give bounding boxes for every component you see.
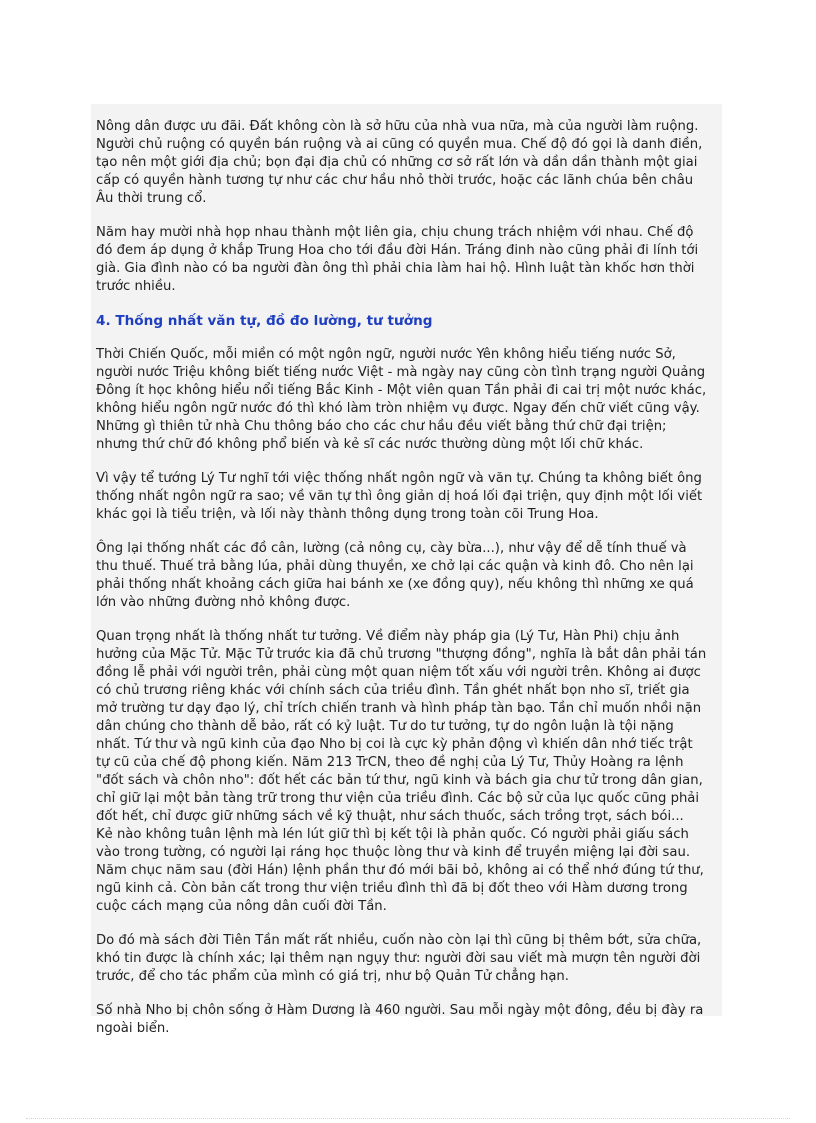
- paragraph: Do đó mà sách đời Tiên Tần mất rất nhiều, cuốn nào còn lại thì cũng bị thêm bớt, sửa chữa, khó tin được là chính xác; lại thêm nạn ngụy thư: người đời sau viết mà mượn tên người đời trước, để cho tác phẩm của mình có giá trị, như bộ Quản Tử chẳng hạn.: [96, 933, 702, 984]
- section-heading: 4. Thống nhất văn tự, đồ đo lường, tư tưởng: [96, 313, 433, 329]
- paragraph: Ông lại thống nhất các đồ cân, lường (cả nông cụ, cày bừa...), như vậy để dễ tính thuế và thu thuế. Thuế trả bằng lúa, phải dùng thuyền, xe chở lại các quận và kinh đô. Cho nên lại phải thống nhất khoảng cách giữa hai bánh xe (xe đồng quy), nếu không thì những xe quá lớn vào những đường nhỏ không được.: [96, 541, 694, 610]
- paragraph: Vì vậy tể tướng Lý Tư nghĩ tới việc thống nhất ngôn ngữ và văn tự. Chúng ta không biết ông thống nhất ngôn ngữ ra sao; về văn tự thì ông giản dị hoá lối đại triện, quy định một lối viết khác gọi là tiểu triện, và lối này thành thông dụng trong toàn cõi Trung Hoa.: [96, 471, 703, 522]
- paragraph: Nông dân được ưu đãi. Đất không còn là sở hữu của nhà vua nữa, mà của người làm ruộng. Người chủ ruộng có quyền bán ruộng và ai cũng có quyền mua. Chế độ đó gọi là danh điền, tạo nên một giới địa chủ; bọn đại địa chủ có những cơ sở rất lớn và dần dần thành một giai cấp có quyền hành tương tự như các chư hầu nhỏ thời trước, hoặc các lãnh chúa bên châu Âu thời trung cổ.: [96, 119, 703, 206]
- article-body: [96, 118, 720, 1054]
- paragraph: Số nhà Nho bị chôn sống ở Hàm Dương là 460 người. Sau mỗi ngày một đông, đều bị đày ra ngoài biển.: [96, 1003, 704, 1036]
- page-bottom-divider: [26, 1118, 790, 1119]
- paragraph: Quan trọng nhất là thống nhất tư tưởng. Về điểm này pháp gia (Lý Tư, Hàn Phi) chịu ảnh hưởng của Mặc Tử. Mặc Tử trước kia đã chủ trương "thượng đồng", nghĩa là bắt dân phải tán đồng lễ phải với người trên, phải cùng một quan niệm tốt xấu với người trên. Không ai được có chủ trương riêng khác với chính sách của triều đình. Tần ghét nhất bọn nho sĩ, triết gia mở trường tư dạy đạo lý, chỉ trích chiến tranh và hình pháp tàn bạo. Tần chỉ muốn nhồi nặn dân chúng cho thành dễ bảo, rất có kỷ luật. Tư do tư tưởng, tự do ngôn luận là tội nặng nhất. Tứ thư và ngũ kinh của đạo Nho bị coi là cực kỳ phản động vì khiến dân nhớ tiếc trật tự cũ của chế độ phong kiến. Năm 213 TrCN, theo đề nghị của Lý Tư, Thủy Hoàng ra lệnh "đốt sách và chôn nho": đốt hết các bản tứ thư, ngũ kinh và bách gia chư tử trong dân gian, chỉ giữ lại một bản tàng trữ trong thư viện của triều đình. Các bộ sử của lục quốc cũng phải đốt hết, chỉ được giữ những sách về kỹ thuật, như sách thuốc, sách trồng trọt, sách bói... Kẻ nào không tuân lệnh mà lén lút giữ thì bị kết tội là phản quốc. Có người phải giấu sách vào trong tường, có người lại ráng học thuộc lòng thư và kinh để truyền miệng lại đời sau. Năm chục năm sau (đời Hán) lệnh phần thư đó mới bãi bỏ, không ai có thể nhớ đúng tứ thư, ngũ kinh cả. Còn bản cất trong thư viện triều đình thì đã bị đốt theo với Hàm dương trong cuộc cách mạng của nông dân cuối đời Tần.: [96, 629, 707, 914]
- paragraph: Năm hay mười nhà họp nhau thành một liên gia, chịu chung trách nhiệm với nhau. Chế độ đó đem áp dụng ở khắp Trung Hoa cho tới đầu đời Hán. Tráng đinh nào cũng phải đi lính tới già. Gia đình nào có ba người đàn ông thì phải chia làm hai hộ. Hình luật tàn khốc hơn thời trước nhiều.: [96, 225, 699, 294]
- paragraph: Thời Chiến Quốc, mỗi miền có một ngôn ngữ, người nước Yên không hiểu tiếng nước Sở, người nước Triệu không biết tiếng nước Việt - mà ngày nay cũng còn tình trạng người Quảng Đông ít học không hiểu nổi tiếng Bắc Kinh - Một viên quan Tần phải đi cai trị một nước khác, không hiểu ngôn ngữ nước đó thì khó làm tròn nhiệm vụ được. Ngay đến chữ viết cũng vậy. Những gì thiên tử nhà Chu thông báo cho các chư hầu đều viết bằng thứ chữ đại triện; nhưng thứ chữ đó không phổ biến và kẻ sĩ các nước thường dùng một lối chữ khác.: [96, 347, 707, 452]
